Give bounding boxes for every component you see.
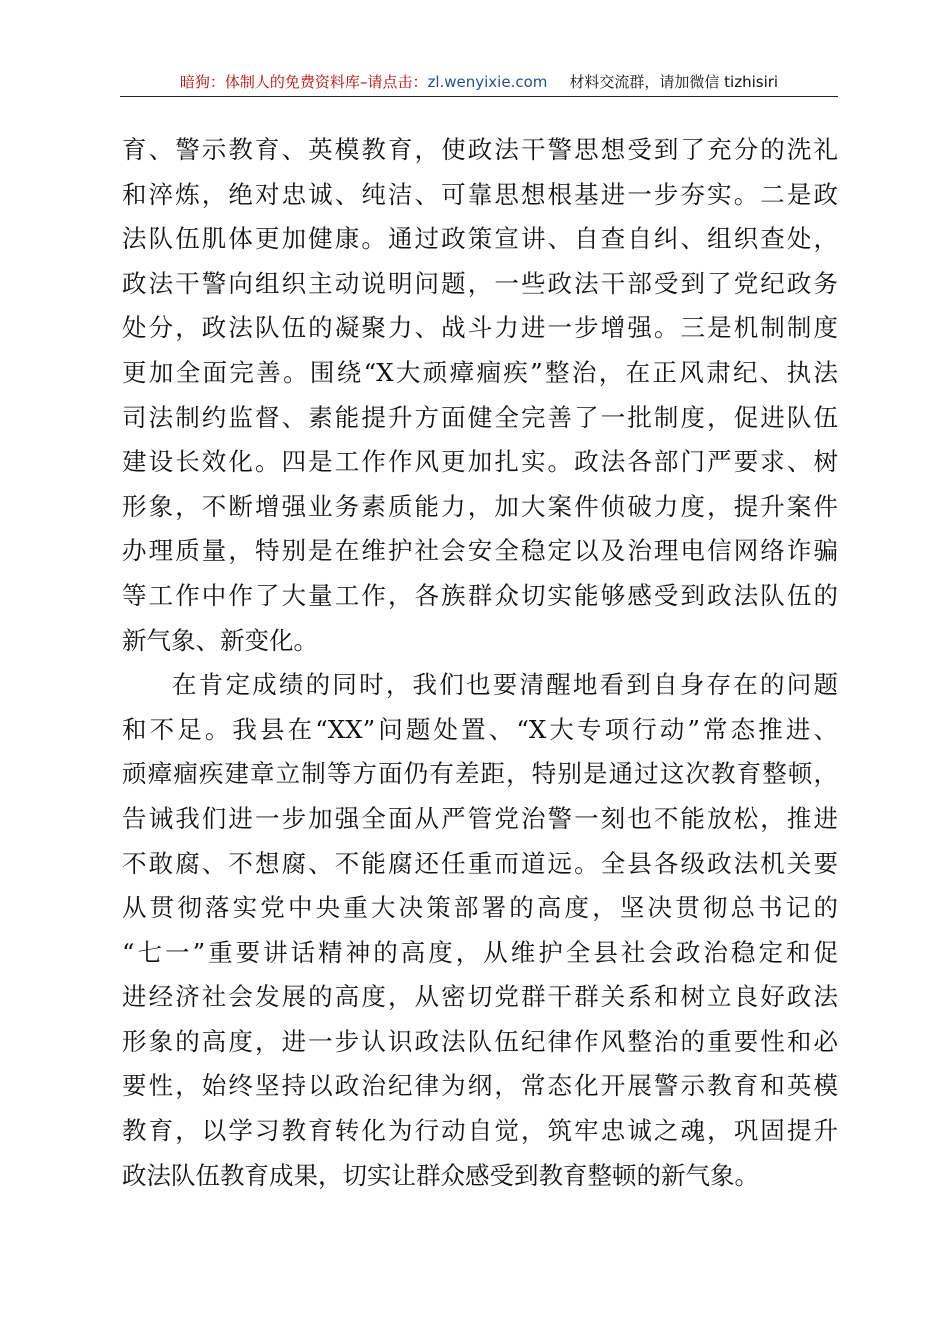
paragraph-1	[122, 128, 838, 663]
page-header	[120, 70, 838, 94]
text-line: 司法制约监督、素能提升方面健全完善了一批制度，促进队伍	[122, 402, 838, 432]
header-site-name: 暗狗：体制人的免费资料库	[179, 73, 360, 91]
paragraph-2	[122, 663, 838, 1198]
header-click-prompt: –请点击：	[359, 73, 428, 91]
text-line: 形象，不断增强业务素质能力，加大案件侦破力度，提升案件	[122, 491, 838, 521]
text-line: 更加全面完善。围绕“X大顽瘴痼疾”整治，在正风肃纪、执法	[122, 357, 838, 387]
text-line: 育、警示教育、英模教育，使政法干警思想受到了充分的洗礼	[122, 135, 838, 164]
text-line: 顽瘴痼疾建章立制等方面仍有差距，特别是通过这次教育整顿，	[122, 759, 838, 789]
header-url-link[interactable]: zl.wenyixie.com	[427, 73, 548, 91]
text-line: 和淬炼，绝对忠诚、纯洁、可靠思想根基进一步夯实。二是政	[122, 179, 838, 209]
text-line: 新气象、新变化。	[122, 625, 318, 655]
text-line: 教育，以学习教育转化为行动自觉，筑牢忠诚之魂，巩固提升	[122, 1116, 838, 1146]
text-line: 从贯彻落实党中央重大决策部署的高度，坚决贯彻总书记的	[122, 893, 838, 923]
header-wechat-text: 材料交流群，请加微信 tizhisiri	[569, 73, 779, 91]
text-line: 告诫我们进一步加强全面从严管党治警一刻也不能放松，推进	[122, 803, 838, 833]
document-body	[122, 128, 838, 1198]
text-line: 形象的高度，进一步认识政法队伍纪律作风整治的重要性和必	[122, 1026, 838, 1056]
text-line: 和不足。我县在“XX”问题处置、“X大专项行动”常态推进、	[122, 714, 838, 744]
text-line: 不敢腐、不想腐、不能腐还任重而道远。全县各级政法机关要	[122, 848, 838, 878]
text-line: 进经济社会发展的高度，从密切党群干群关系和树立良好政法	[122, 982, 838, 1012]
text-line: 法队伍肌体更加健康。通过政策宣讲、自查自纠、组织查处，	[122, 224, 838, 254]
text-line: 办理质量，特别是在维护社会安全稳定以及治理电信网络诈骗	[122, 536, 838, 566]
text-line: “七一”重要讲话精神的高度，从维护全县社会政治稳定和促	[122, 937, 838, 967]
text-line: 政法干警向组织主动说明问题，一些政法干部受到了党纪政务	[122, 268, 838, 298]
text-line: 等工作中作了大量工作，各族群众切实能够感受到政法队伍的	[122, 580, 838, 610]
header-divider	[120, 96, 838, 97]
text-line: 处分，政法队伍的凝聚力、战斗力进一步增强。三是机制制度	[122, 313, 838, 343]
text-line: 政法队伍教育成果，切实让群众感受到教育整顿的新气象。	[122, 1160, 759, 1190]
text-line: 在肯定成绩的同时，我们也要清醒地看到自身存在的问题	[172, 670, 838, 700]
text-line: 建设长效化。四是工作作风更加扎实。政法各部门严要求、树	[122, 447, 838, 477]
text-line: 要性，始终坚持以政治纪律为纲，常态化开展警示教育和英模	[122, 1071, 838, 1101]
